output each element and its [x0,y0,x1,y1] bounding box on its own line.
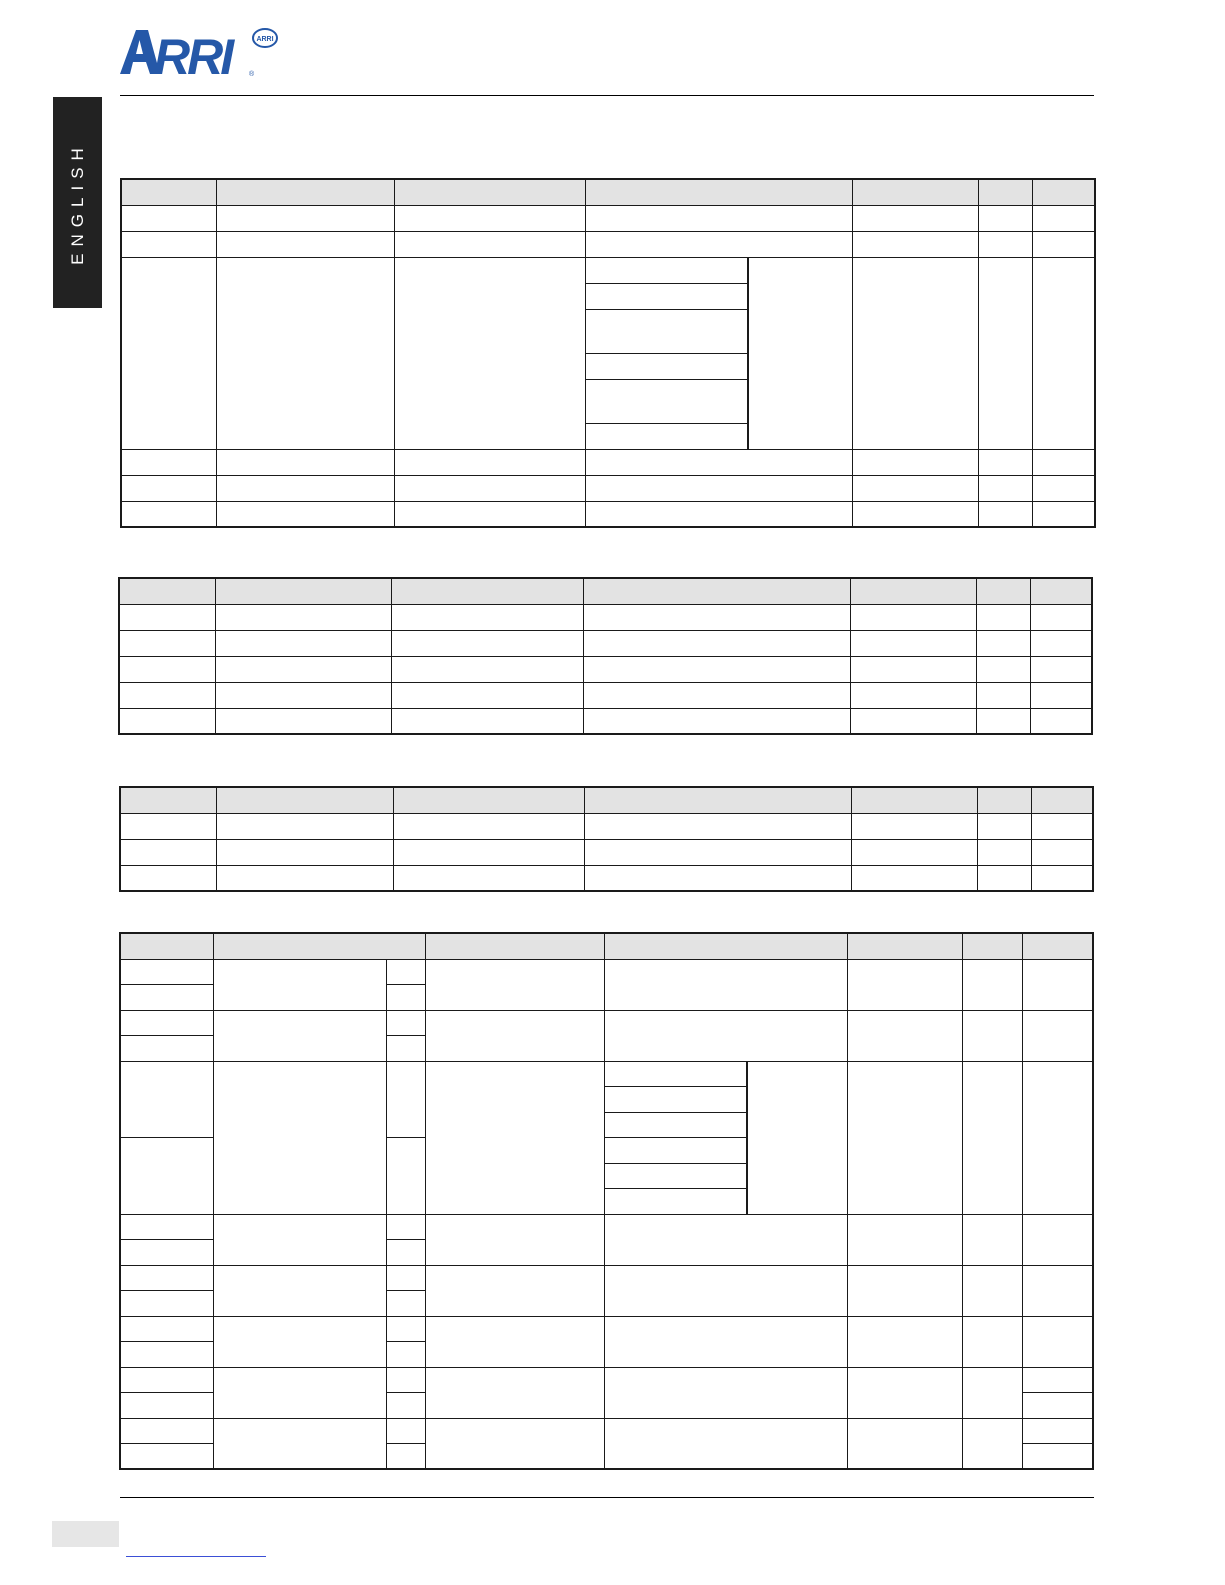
table-header-row [119,578,1092,604]
table-row [120,813,1093,839]
table-row [119,604,1092,630]
table-2 [118,577,1093,735]
language-tab [53,97,102,308]
table-row [120,865,1093,891]
table-1 [120,178,1096,528]
header-divider [120,95,1094,96]
table-row [121,501,1095,527]
table-4 [119,932,1094,1470]
table-row [120,839,1093,865]
table-row [120,1010,1093,1036]
table-row [121,449,1095,475]
svg-text:®: ® [249,71,255,78]
language-tab-label: ENGLISH [67,140,87,265]
svg-text:RRI: RRI [154,29,232,78]
table-row [119,630,1092,656]
table-row [121,257,1095,283]
table-row [119,682,1092,708]
table-row [120,1265,1093,1291]
table-row [119,656,1092,682]
svg-text:ARRI: ARRI [256,36,274,43]
table-row [121,231,1095,257]
footer-link-underline[interactable] [126,1556,266,1557]
footer-divider [120,1497,1094,1498]
table-row [121,475,1095,501]
table-row [120,1367,1093,1393]
table-row [120,1214,1093,1240]
table-row [120,959,1093,985]
table-header-row [121,179,1095,205]
table-row [121,205,1095,231]
table-header-row [120,787,1093,813]
table-header-row [120,933,1093,959]
table-row [120,1061,1093,1087]
table-row [120,1418,1093,1444]
table-3 [119,786,1094,892]
arri-logo [118,26,280,78]
table-row [119,708,1092,734]
table-row [120,1316,1093,1342]
page-number-box [52,1521,119,1547]
